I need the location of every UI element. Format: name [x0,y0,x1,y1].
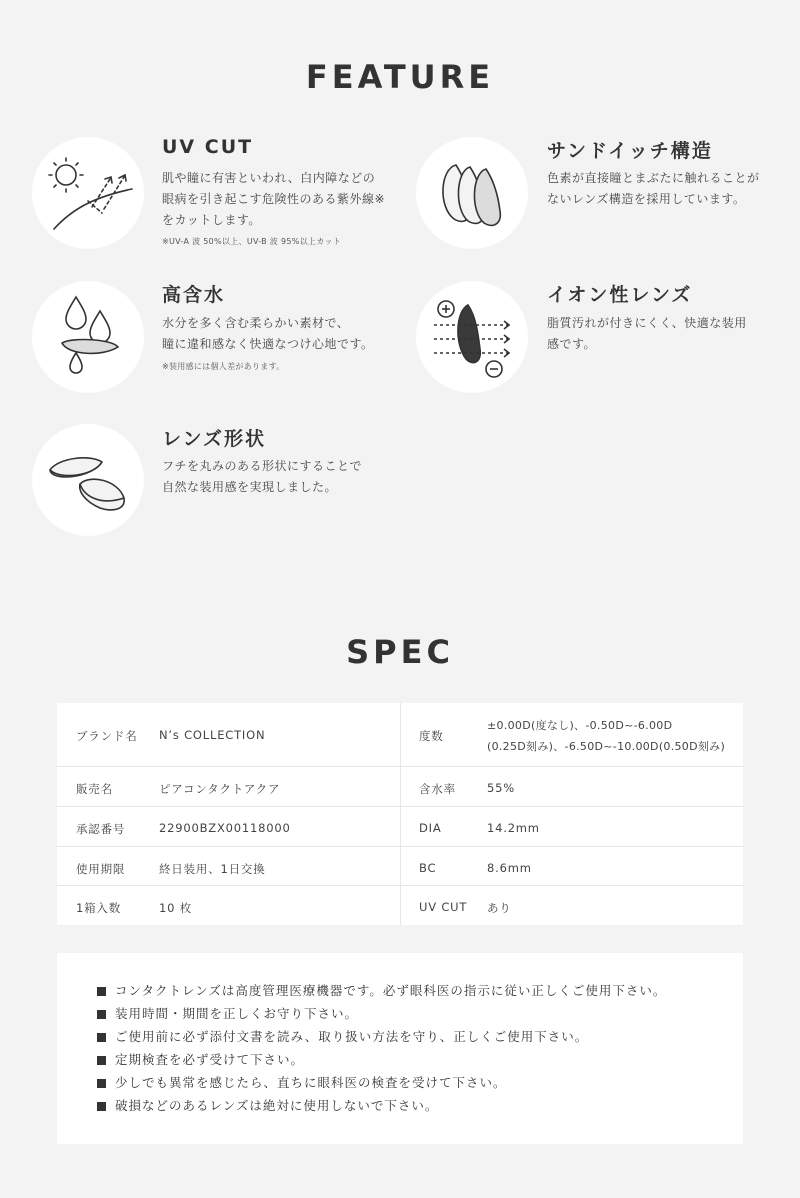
feature-uv-note: ※UV-A 波 50%以上、UV-B 波 95%以上カット [162,237,342,246]
spec-value: 10 枚 [159,901,192,915]
feature-shape-desc-line: フチを丸みのある形状にすることで [162,459,363,473]
note-item: 少しでも異常を感じたら、直ちに眼科医の検査を受けて下さい。 [97,1073,507,1091]
spec-value: 終日装用、1日交換 [159,862,266,876]
note-item: 装用時間・期間を正しくお守り下さい。 [97,1004,358,1022]
spec-value: あり [487,901,512,915]
feature-uv-desc-line: 眼病を引き起こす危険性のある紫外線※ [162,192,386,206]
bullet-square-icon [97,1079,106,1088]
feature-water-note: ※装用感には個人差があります。 [162,362,285,371]
spec-label: 1箱入数 [76,901,122,915]
feature-ion-description [547,313,747,355]
feature-heading: FEATURE [305,58,495,96]
feature-shape-desc-line: 自然な装用感を実現しました。 [162,480,338,494]
bullet-square-icon [97,1033,106,1042]
spec-label: DIA [419,821,442,835]
feature-uv-description [162,168,385,231]
spec-label: 使用期限 [76,862,126,876]
spec-heading: SPEC [346,633,454,671]
note-item: ご使用前に必ず添付文書を読み、取り扱い方法を守り、正しくご使用下さい。 [97,1027,588,1045]
spec-value: 22900BZX00118000 [159,821,291,835]
feature-ion-title: イオン性レンズ [547,284,693,306]
spec-table [57,703,743,925]
feature-shape-title: レンズ形状 [162,428,266,450]
note-item: コンタクトレンズは高度管理医療機器です。必ず眼科医の指示に従い正しくご使用下さい。 [97,981,666,999]
spec-value: 55% [487,781,515,795]
lens-shape-icon [32,424,144,536]
spec-row [57,766,743,807]
feature-ion-desc-line: 感です。 [547,337,597,351]
spec-row [57,885,743,926]
spec-label: BC [419,861,437,875]
bullet-square-icon [97,1010,106,1019]
note-item: 定期検査を必ず受けて下さい。 [97,1050,304,1068]
bullet-square-icon [97,1056,106,1065]
feature-shape-description [162,456,362,498]
spec-value: ピアコンタクトアクア [159,782,281,796]
bullet-square-icon [97,987,106,996]
spec-label: 度数 [419,729,444,743]
feature-sandwich-description [547,168,760,210]
spec-label: 承認番号 [76,822,126,836]
spec-row [57,846,743,886]
sun-uv-icon [32,137,144,249]
feature-ion-desc-line: 脂質汚れが付きにくく、快適な装用 [547,316,747,330]
ion-lens-icon [416,281,528,393]
spec-row [57,703,743,766]
feature-sandwich-desc-line: 色素が直接瞳とまぶたに触れることが [547,171,760,185]
spec-value: 8.6mm [487,861,532,875]
feature-uv-desc-line: をカットします。 [162,213,261,227]
bullet-square-icon [97,1102,106,1111]
feature-water-description [162,313,374,355]
spec-value: (0.25D刻み)、-6.50D~-10.00D(0.50D刻み) [487,740,726,753]
feature-uv-desc-line: 肌や瞳に有害といわれ、白内障などの [162,171,376,185]
spec-value: ±0.00D(度なし)、-0.50D~-6.00D [487,719,673,732]
spec-label: 含水率 [419,782,456,796]
feature-water-desc-line: 瞳に違和感なく快適なつけ心地です。 [162,337,374,351]
spec-value: N’s COLLECTION [159,728,266,742]
spec-value: 14.2mm [487,821,540,835]
feature-water-desc-line: 水分を多く含む柔らかい素材で、 [162,316,350,330]
spec-label: UV CUT [419,900,468,914]
feature-sandwich-desc-line: ないレンズ構造を採用しています。 [547,192,746,206]
spec-label: ブランド名 [76,729,138,743]
caution-notes [57,953,743,1144]
sandwich-structure-icon [416,137,528,249]
note-item: 破損などのあるレンズは絶対に使用しないで下さい。 [97,1096,438,1114]
spec-label: 販売名 [76,782,113,796]
feature-uv-title: UV CUT [162,136,254,158]
feature-sandwich-title: サンドイッチ構造 [547,140,713,162]
spec-row [57,806,743,847]
water-drop-icon [32,281,144,393]
feature-water-title: 高含水 [162,284,226,306]
